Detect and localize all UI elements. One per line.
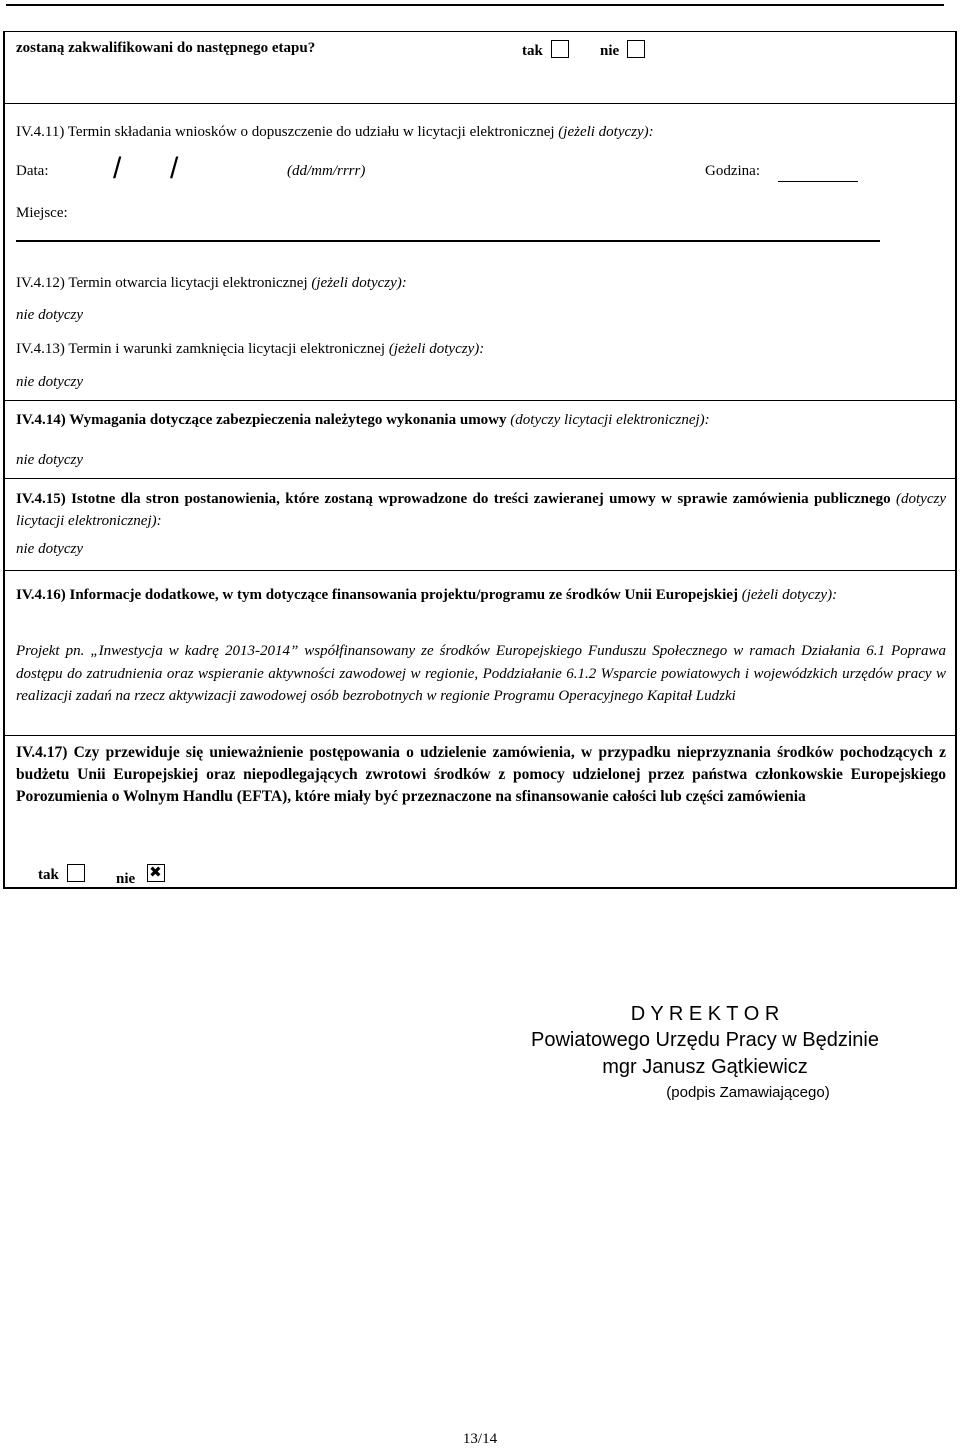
date-slash-1: /	[113, 152, 122, 185]
page-number: 13/14	[462, 1431, 498, 1447]
checkbox-17-tak[interactable]	[67, 864, 85, 882]
date-slash-2: /	[170, 152, 179, 185]
godzina-label: Godzina:	[705, 163, 760, 179]
top-rule	[6, 4, 944, 6]
miejsce-label: Miejsce:	[16, 205, 68, 221]
section-15-heading: IV.4.15) Istotne dla stron postanowienia, które zostaną wprowadzone do treści zawieranej umowy w sprawie zamówienia publicznego (dotyczy licytacji elektronicznej):	[16, 491, 946, 529]
miejsce-field[interactable]	[16, 240, 880, 242]
divider	[4, 735, 956, 736]
question-qualified	[16, 40, 315, 57]
section-11-heading: IV.4.11) Termin składania wniosków o dopuszczenie do udziału w licytacji elektronicznej (jeżeli dotyczy):	[16, 124, 654, 140]
question-text: zostaną zakwalifikowani do następnego etapu?	[16, 40, 316, 56]
checkbox-17-nie-checked[interactable]	[147, 864, 165, 882]
divider	[4, 103, 956, 104]
divider	[4, 400, 956, 401]
section-16-body: Projekt pn. „Inwestycja w kadrę 2013-2014” współfinansowany ze środków Europejskiego Funduszu Społecznego w ramach Działania 6.1 Poprawa dostępu do zatrudnienia oraz wspieranie aktywności zawodowej w regionie, Poddziałanie 6.1.2 Wsparcie powiatowych i wojewódzkich urzędów pracy w realizacji zadań na rzecz aktywizacji zawodowej osób bezrobotnych w regionie Programu Operacyjnego Kapitał Ludzki	[16, 643, 946, 704]
answer-nie[interactable]	[600, 40, 645, 60]
section-16-heading: IV.4.16) Informacje dodatkowe, w tym dotyczące finansowania projektu/programu ze środków Unii Europejskiej (jeżeli dotyczy):	[16, 587, 838, 603]
section-13-heading: IV.4.13) Termin i warunki zamknięcia licytacji elektronicznej (jeżeli dotyczy):	[16, 341, 485, 357]
section-12-value: nie dotyczy	[16, 307, 84, 323]
section-17-heading: IV.4.17) Czy przewiduje się unieważnienie postępowania o udzielenie zamówienia, w przypadku nieprzyznania środków pochodzących z budżetu Unii Europejskiej oraz niepodlegających zwrotowi środków z pomocy udzielonej przez państwa członkowskie Europejskiego Porozumienia o Wolnym Handlu (EFTA), które miały być przeznaczone na sfinansowanie całości lub części zamówienia	[16, 744, 946, 805]
checkbox-nie[interactable]	[627, 40, 645, 58]
signature-title: D Y R E K T O R	[630, 1003, 780, 1025]
signature-name: mgr Janusz Gątkiewicz	[602, 1056, 808, 1078]
divider	[4, 478, 956, 479]
godzina-field[interactable]	[778, 181, 858, 182]
section-13-value: nie dotyczy	[16, 374, 84, 390]
answer-tak[interactable]	[522, 40, 569, 60]
checkbox-tak[interactable]	[551, 40, 569, 58]
tak-label: tak	[522, 43, 543, 59]
section-14-heading: IV.4.14) Wymagania dotyczące zabezpieczenia należytego wykonania umowy (dotyczy licytacji elektronicznej):	[16, 412, 710, 428]
signature-caption: (podpis Zamawiającego)	[666, 1084, 830, 1101]
data-label: Data:	[16, 163, 49, 179]
section-12-heading: IV.4.12) Termin otwarcia licytacji elektronicznej (jeżeli dotyczy):	[16, 275, 407, 291]
section-14-value: nie dotyczy	[16, 452, 84, 468]
tak-label: tak	[38, 867, 59, 883]
nie-label: nie	[600, 43, 620, 59]
answer-17-tak[interactable]	[38, 864, 85, 884]
section-15-value: nie dotyczy	[16, 541, 84, 557]
nie-label: nie	[116, 871, 136, 887]
divider	[4, 570, 956, 571]
date-format: (dd/mm/rrrr)	[287, 163, 366, 179]
signature-office: Powiatowego Urzędu Pracy w Będzinie	[531, 1029, 879, 1051]
answer-17-nie[interactable]	[116, 864, 165, 888]
